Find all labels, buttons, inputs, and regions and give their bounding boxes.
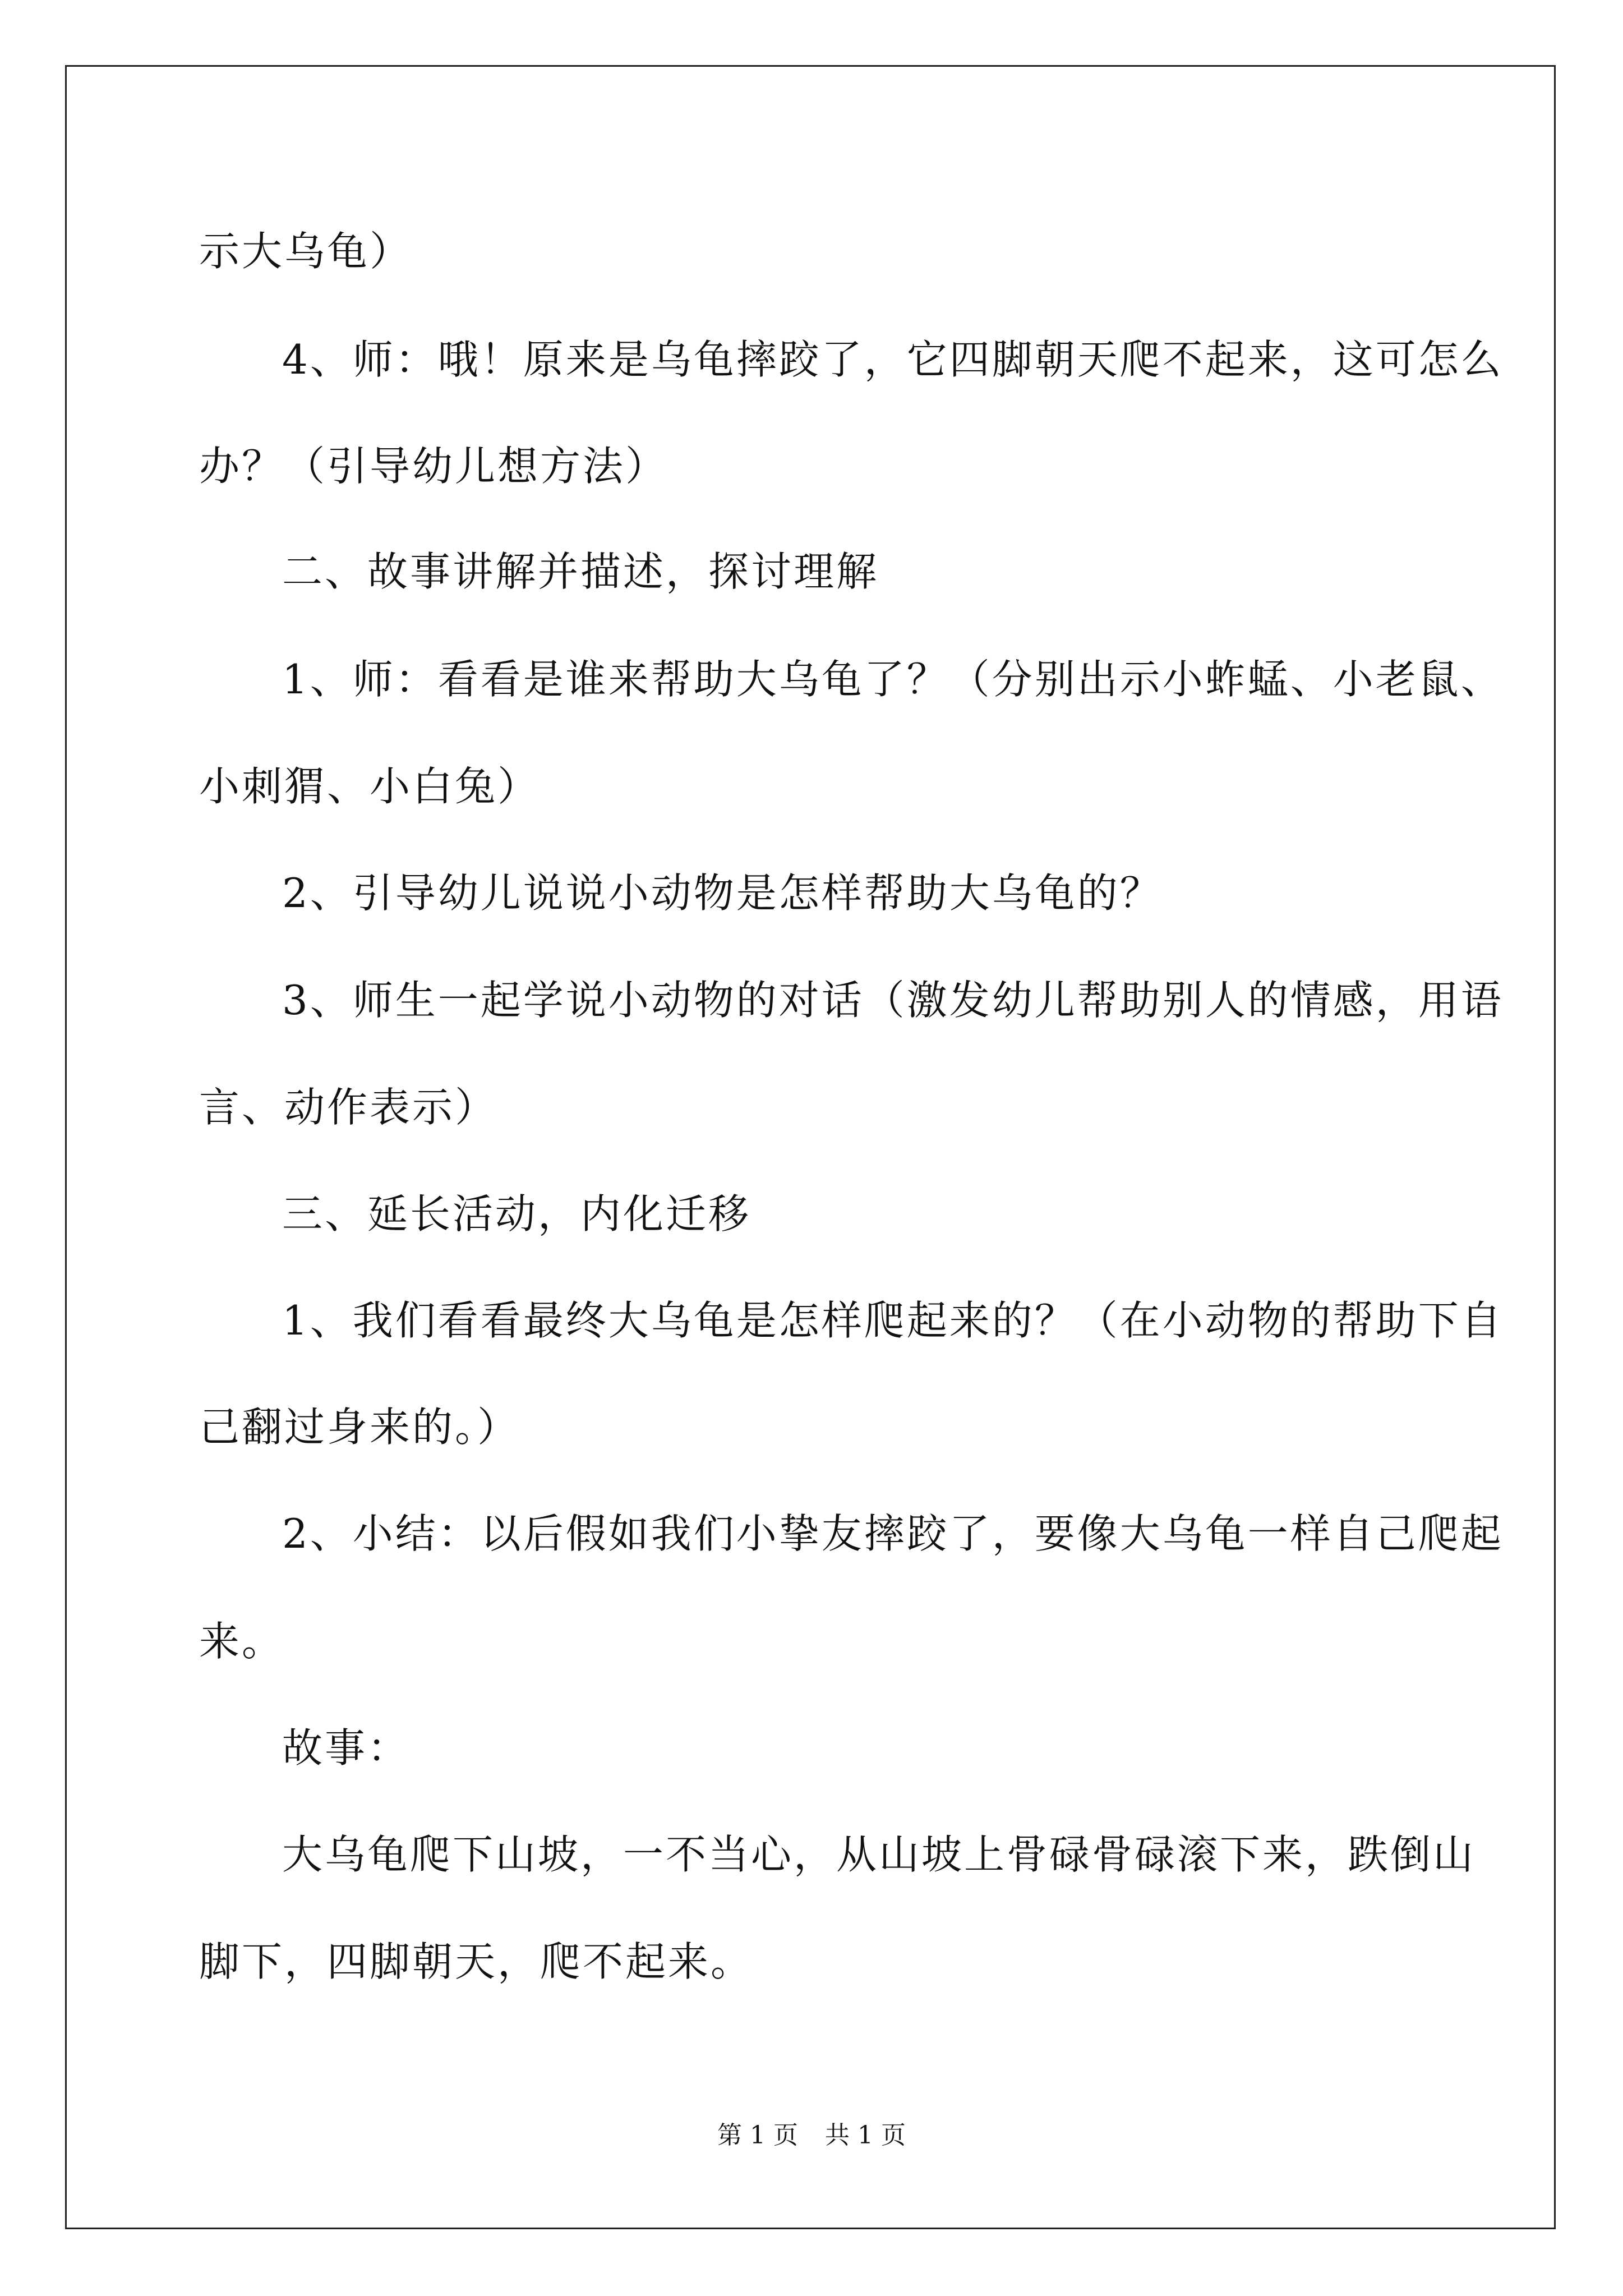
page-total: 共 1 页 bbox=[825, 2121, 906, 2150]
text-line: 己翻过身来的。） bbox=[199, 1404, 520, 1451]
text-line: 4、师：哦！原来是乌龟摔跤了，它四脚朝天爬不起来，这可怎么 bbox=[282, 336, 1504, 383]
text-line: 3、师生一起学说小动物的对话（激发幼儿帮助别人的情感，用语 bbox=[282, 977, 1504, 1024]
section-heading: 二、故事讲解并描述，探讨理解 bbox=[282, 548, 879, 595]
text-line: 示大乌龟） bbox=[199, 228, 413, 275]
text-line: 1、师：看看是谁来帮助大乌龟了？（分别出示小蚱蜢、小老鼠、 bbox=[282, 656, 1504, 703]
text-line: 2、引导幼儿说说小动物是怎样帮助大乌龟的？ bbox=[282, 869, 1163, 917]
text-line: 1、我们看看最终大乌龟是怎样爬起来的？（在小动物的帮助下自 bbox=[282, 1297, 1504, 1344]
page-number: 第 1 页 bbox=[717, 2121, 798, 2150]
text-line: 言、动作表示） bbox=[199, 1084, 498, 1131]
story-heading: 故事： bbox=[282, 1724, 411, 1772]
page-footer bbox=[0, 2123, 1623, 2148]
text-line: 大乌龟爬下山坡，一不当心，从山坡上骨碌骨碌滚下来，跌倒山 bbox=[282, 1831, 1476, 1878]
page-border bbox=[65, 65, 1556, 2229]
section-heading: 三、延长活动，内化迁移 bbox=[282, 1190, 751, 1237]
text-line: 小刺猬、小白兔） bbox=[199, 763, 541, 810]
text-line: 脚下，四脚朝天，爬不起来。 bbox=[199, 1938, 754, 1985]
text-line: 来。 bbox=[199, 1618, 285, 1665]
text-line: 办？（引导幼儿想方法） bbox=[199, 443, 668, 490]
text-line: 2、小结：以后假如我们小挚友摔跤了，要像大乌龟一样自己爬起 bbox=[282, 1510, 1504, 1557]
